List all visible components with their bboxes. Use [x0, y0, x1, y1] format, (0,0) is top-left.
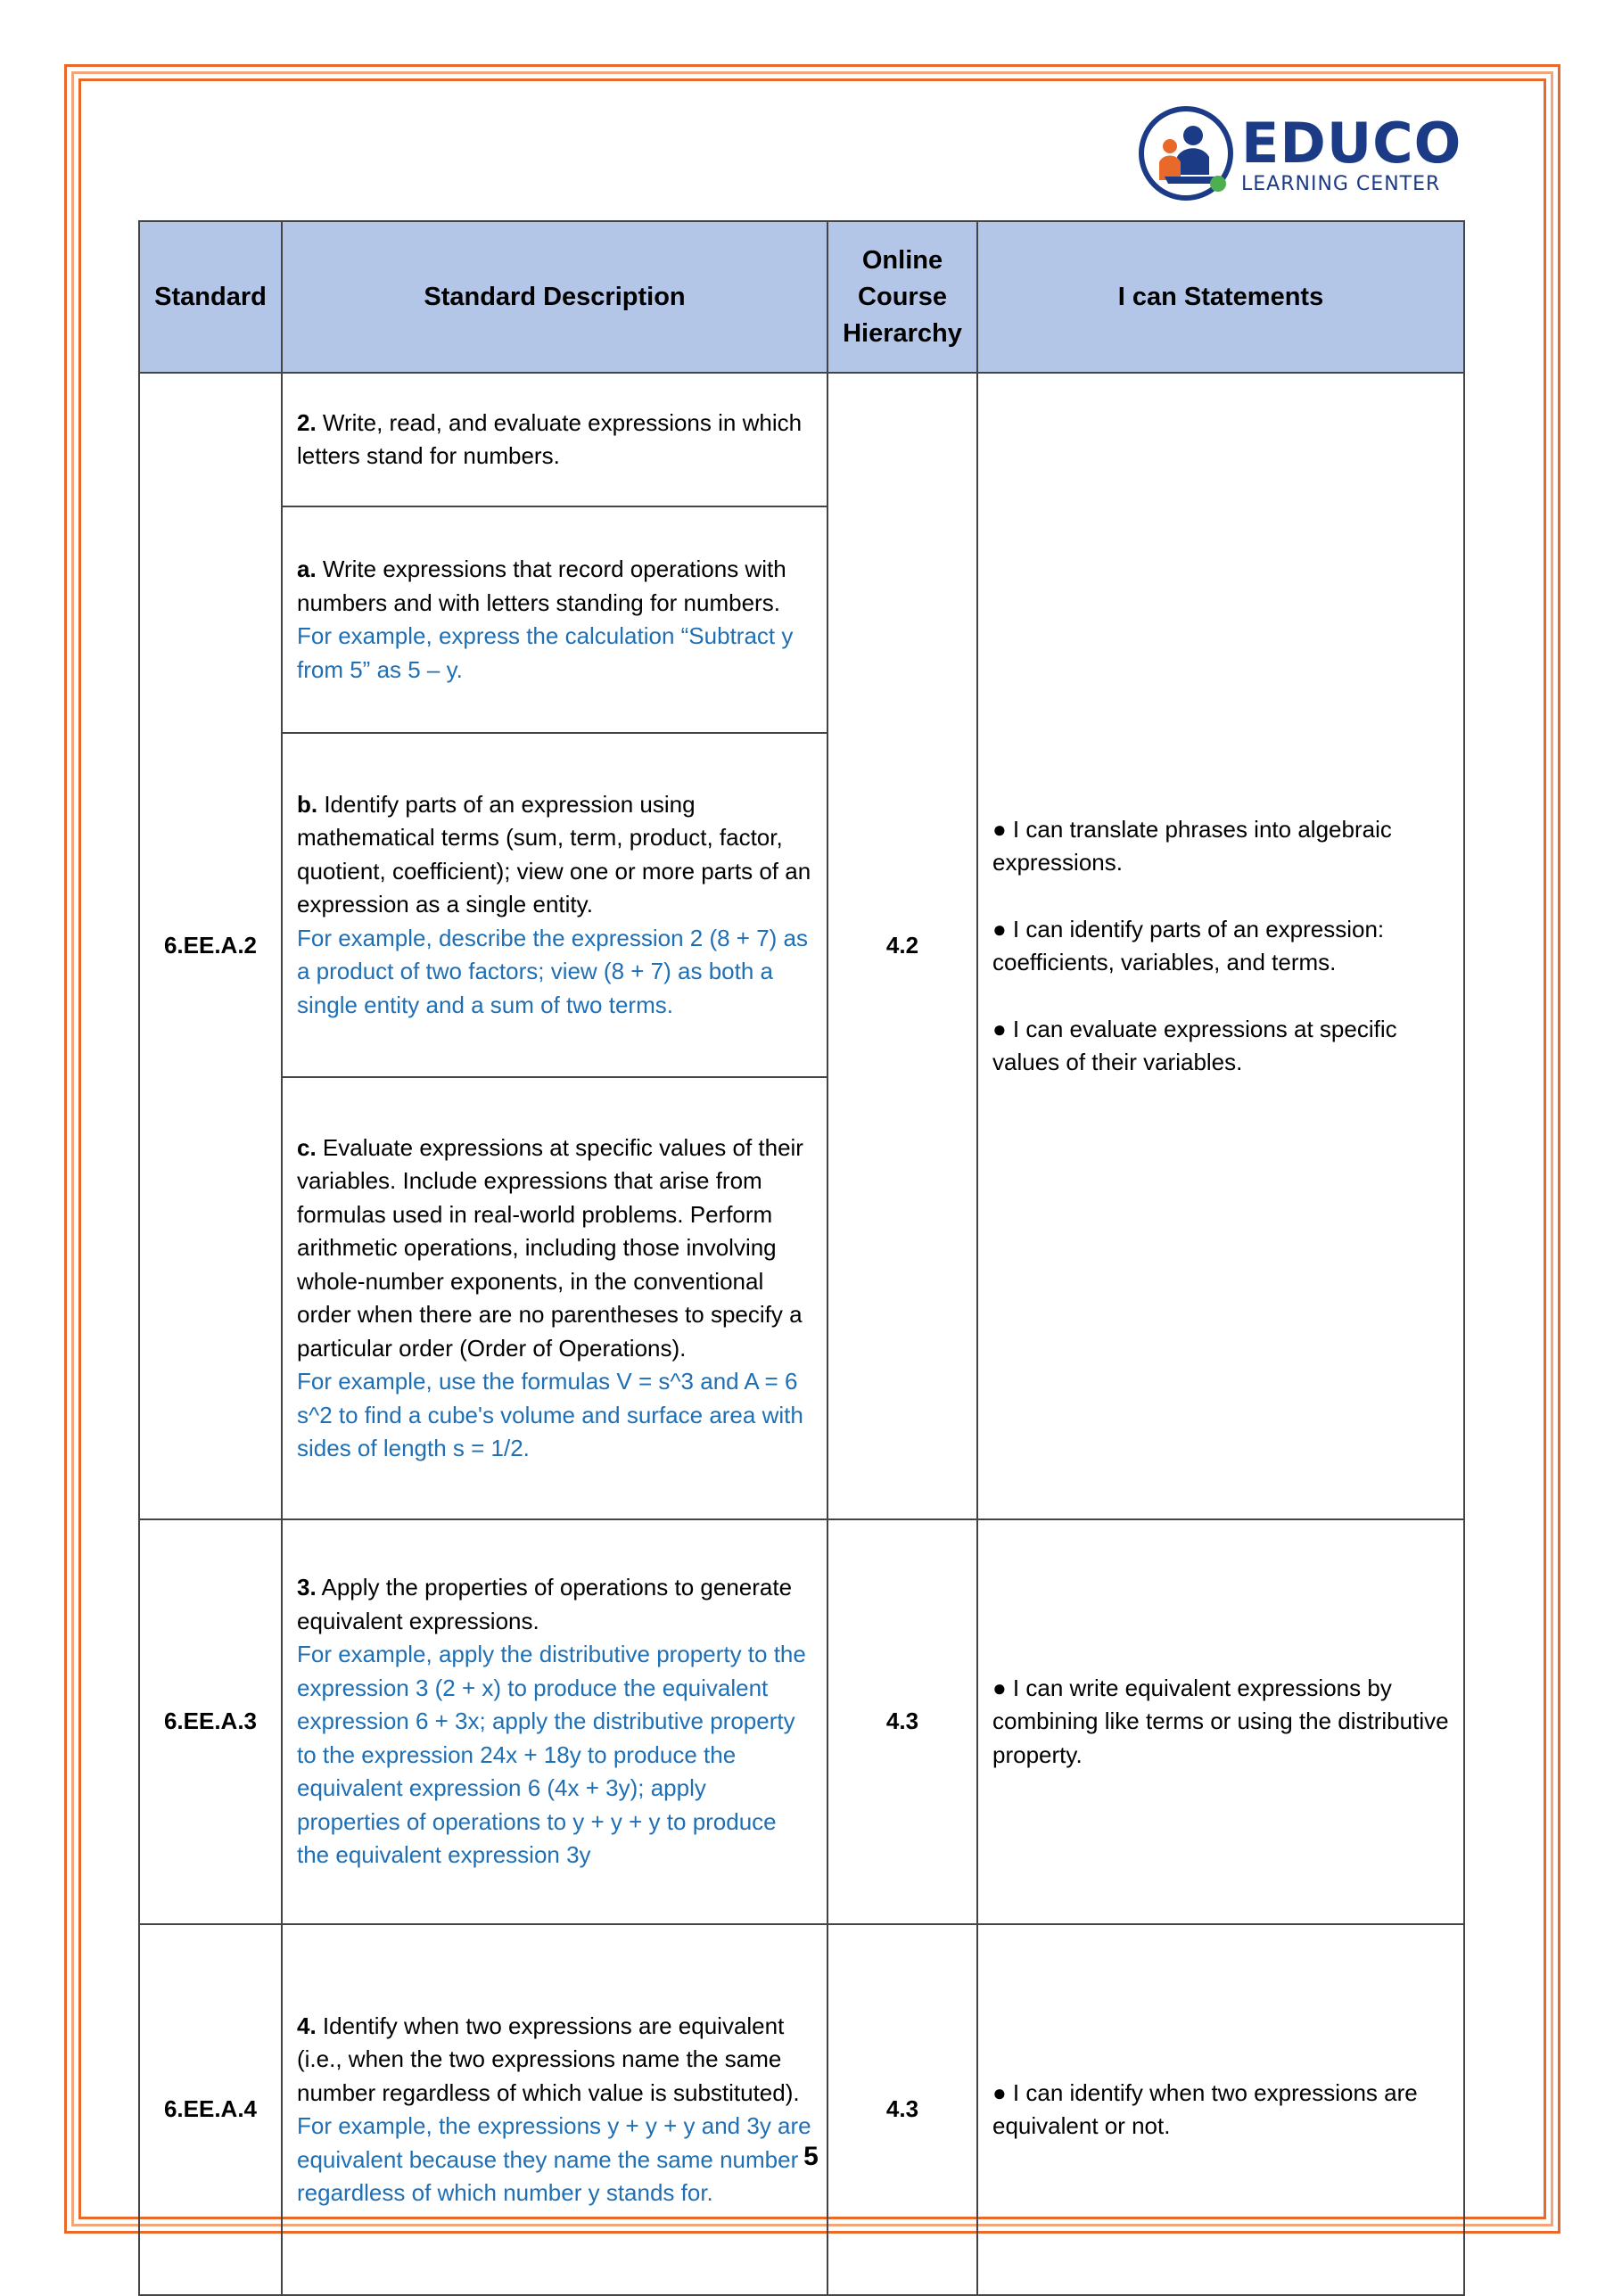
- header-hierarchy: Online Course Hierarchy: [827, 221, 977, 373]
- header-ican: I can Statements: [977, 221, 1464, 373]
- ican-statement: ● I can translate phrases into algebraic expressions.: [992, 815, 1392, 876]
- example-text: For example, use the formulas V = s^3 and A = 6 s^2 to find a cube's volume and surface area with sides of length s = 1/2.: [297, 1368, 803, 1461]
- ican-statement: ● I can identify parts of an expression: coefficients, variables, and terms.: [992, 915, 1385, 975]
- educo-logo-icon: [1138, 105, 1238, 205]
- table-row: [139, 1519, 1464, 1924]
- standard-description: [282, 1924, 827, 2295]
- example-text: For example, express the calculation “Subtract y from 5” as 5 – y.: [297, 622, 794, 683]
- part-number: 2.: [297, 408, 317, 436]
- course-hierarchy: 4.2: [827, 373, 977, 1519]
- standards-table: [138, 220, 1465, 2296]
- ican-statement: ● I can evaluate expressions at specific values of their variables.: [992, 1015, 1397, 1075]
- example-text: For example, apply the distributive property to the expression 3 (2 + x) to produce the equivalent expression 6 + 3x; apply the distributive property to the expression 24x + 18y to produce the equivalent expression 6 (4x + 3y); apply properties of operations to y + y + y to produce the equivalent expression 3y: [297, 1641, 806, 1869]
- page-number: 5: [803, 2142, 819, 2171]
- table-row: [139, 373, 1464, 506]
- example-text: For example, the expressions y + y + y and 3y are equivalent because they name the same number regardless of which number y stands for.: [297, 2112, 811, 2206]
- standard-code: 6.EE.A.3: [139, 1519, 282, 1924]
- standard-description: [282, 506, 827, 733]
- example-text: For example, describe the expression 2 (8 + 7) as a product of two factors; view (8 + 7) as both a single entity and a sum of two terms.: [297, 924, 809, 1018]
- part-number: b.: [297, 790, 318, 818]
- standard-code: 6.EE.A.2: [139, 373, 282, 1519]
- part-text: Evaluate expressions at specific values of their variables. Include expressions that arise from formulas used in real-world problems. Perform arithmetic operations, including those involving whole-number exponents, in the conventional order when there are no parentheses to specify a particular order (Order of Operations).: [297, 1133, 803, 1362]
- part-text: Write, read, and evaluate expressions in which letters stand for numbers.: [297, 408, 803, 469]
- part-text: Identify when two expressions are equivalent (i.e., when the two expressions name the same number regardless of which value is substituted).: [297, 2012, 800, 2106]
- standard-description: [282, 1077, 827, 1519]
- standard-description: [282, 373, 827, 506]
- part-text: Write expressions that record operations with numbers and with letters standing for numbers.: [297, 555, 786, 616]
- part-number: c.: [297, 1133, 317, 1161]
- table-header-row: [139, 221, 1464, 373]
- part-number: a.: [297, 555, 317, 582]
- part-text: Identify parts of an expression using mathematical terms (sum, term, product, factor, quotient, coefficient); view one or more parts of an expression as a single entity.: [297, 790, 811, 918]
- ican-statements: [977, 373, 1464, 1519]
- part-number: 3.: [297, 1574, 317, 1601]
- course-hierarchy: 4.3: [827, 1924, 977, 2295]
- logo-title: EDUCO: [1241, 111, 1462, 176]
- ican-statement: ● I can write equivalent expressions by combining like terms or using the distributive property.: [992, 1674, 1449, 1768]
- header-description: Standard Description: [282, 221, 827, 373]
- standard-code: 6.EE.A.4: [139, 1924, 282, 2295]
- header-standard: Standard: [139, 221, 282, 373]
- course-hierarchy: 4.3: [827, 1519, 977, 1924]
- ican-statements: [977, 1924, 1464, 2295]
- part-text: Apply the properties of operations to generate equivalent expressions.: [297, 1574, 793, 1634]
- ican-statement: ● I can identify when two expressions are equivalent or not.: [992, 2078, 1418, 2139]
- ican-statements: [977, 1519, 1464, 1924]
- educo-logo: [1138, 105, 1468, 205]
- standard-description: [282, 1519, 827, 1924]
- logo-subtitle: LEARNING CENTER: [1241, 173, 1441, 195]
- table-row: [139, 1924, 1464, 2295]
- standard-description: [282, 733, 827, 1077]
- part-number: 4.: [297, 2012, 317, 2039]
